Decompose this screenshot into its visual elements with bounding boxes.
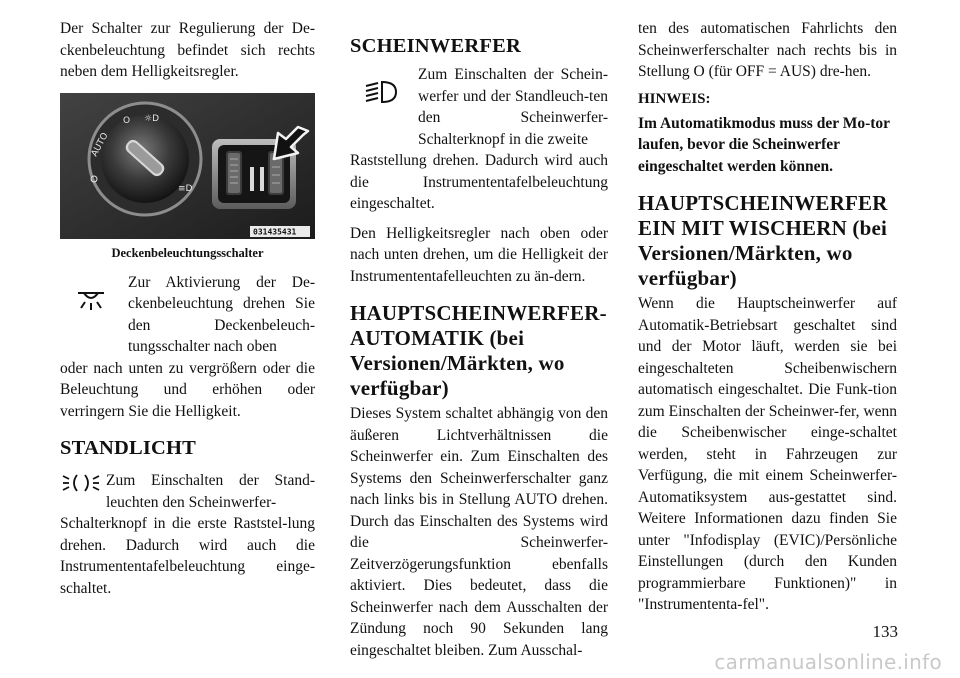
svg-text:O: O — [123, 115, 131, 126]
dome-light-icon — [60, 290, 122, 312]
headlight-switch-illustration — [60, 93, 315, 239]
dome-switch-photo — [60, 93, 315, 239]
automatik-paragraph: Dieses System schaltet abhängig von den äußeren Lichtverhältnissen die Scheinwerfer ein. Zum Einschalten des Systems den Scheinwerferschalter ganz nach links bis in Stellung AUTO drehen. Durch das Einschalten des Systems wird die Scheinwerfer-Zeitverzögerungsfunktion ebenfalls aktiviert. Dies bedeutet, dass die Scheinwerfer nach dem Ausschalten der Zündung noch 90 Sekunden lang eingeschaltet bleiben. Zum Ausschal- — [350, 405, 608, 659]
dome-light-instruction — [60, 272, 315, 358]
parking-lights-instruction — [60, 470, 315, 513]
column-left — [60, 18, 315, 599]
figure-caption: Deckenbeleuchtungsschalter — [111, 245, 264, 260]
column-right — [638, 18, 897, 616]
parking-lights-continuation: Schalterknopf in die erste Raststel-lung drehen. Dadurch wird auch die Instrumententafelbeleuchtung einge-schaltet. — [60, 515, 315, 597]
section-title-standlicht: STANDLICHT — [60, 437, 197, 459]
dome-light-continuation: oder nach unten zu vergrößern oder die Beleuchtung und erhöhen oder verringern Sie die Helligkeit. — [60, 359, 315, 420]
automatik-continuation: ten des automatischen Fahrlichts den Scheinwerferschalter nach rechts bis in Stellung O (für OFF = AUS) dre-hen. — [638, 20, 897, 80]
low-beam-headlight-icon — [350, 80, 412, 104]
figure-code: 031435431 — [253, 227, 297, 236]
low-beam-lead-text: Zum Einschalten der Schein-werfer und der Standleuch-ten den Scheinwerfer-Schalterknopf in die zweite — [418, 66, 608, 148]
page-number: 133 — [872, 622, 898, 641]
watermark: carmanualsonline.info — [714, 650, 942, 674]
parking-lights-icon — [60, 472, 122, 494]
note-label: HINWEIS: — [638, 90, 711, 107]
section-title-scheinwerfer: SCHEINWERFER — [350, 35, 521, 57]
intro-paragraph: Der Schalter zur Regulierung der De-ckenbeleuchtung befindet sich rechts neben dem Helligkeitsregler. — [60, 20, 315, 80]
column-middle — [350, 18, 608, 661]
note-body: Im Automatikmodus muss der Mo-tor laufen, bevor die Scheinwerfer eingeschaltet werden können. — [638, 114, 890, 175]
wischer-paragraph: Wenn die Hauptscheinwerfer auf Automatik-Betriebsart geschaltet sind und der Motor läuft, werden sie bei eingeschalteten Scheibenwischern automatisch eingeschaltet. Die Funk-tion zum Einschalten der Scheinwer-fer, wenn die Scheibenwischer einge-schaltet werden, steht in Fahrzeugen zur Verfügung, die mit einem Scheinwerfer-Automatiksystem aus-gestattet sind. Weitere Informationen dazu finden Sie unter "Infodisplay (EVIC)/Persönliche Einstellungen (durch den Kunden programmierbare Funktionen)" in "Instrumententa-fel". — [638, 295, 897, 613]
svg-text:☼D: ☼D — [144, 113, 159, 124]
section-title-wischer: HAUPTSCHEINWERFER EIN MIT WISCHERN (bei Versionen/Märkten, wo verfügbar) — [638, 191, 888, 290]
section-title-automatik: HAUPTSCHEINWERFER-AUTOMATIK (bei Versionen/Märkten, wo verfügbar) — [350, 301, 607, 400]
low-beam-instruction — [350, 64, 608, 150]
svg-text:AUTO: AUTO — [89, 130, 111, 158]
low-beam-continuation: Raststellung drehen. Dadurch wird auch die Instrumententafelbeleuchtung eingeschaltet. — [350, 152, 608, 212]
dome-light-lead-text: Zur Aktivierung der De-ckenbeleuchtung drehen Sie den Deckenbeleuch-tungsschalter nach oben — [128, 273, 315, 355]
parking-lights-lead-text: Zum Einschalten der Stand-leuchten den Scheinwerfer- — [106, 472, 315, 511]
svg-text:≡D: ≡D — [178, 183, 193, 194]
dimmer-paragraph: Den Helligkeitsregler nach oben oder nach unten drehen, um die Helligkeit der Instrumententafelleuchten zu än-dern. — [350, 224, 608, 285]
